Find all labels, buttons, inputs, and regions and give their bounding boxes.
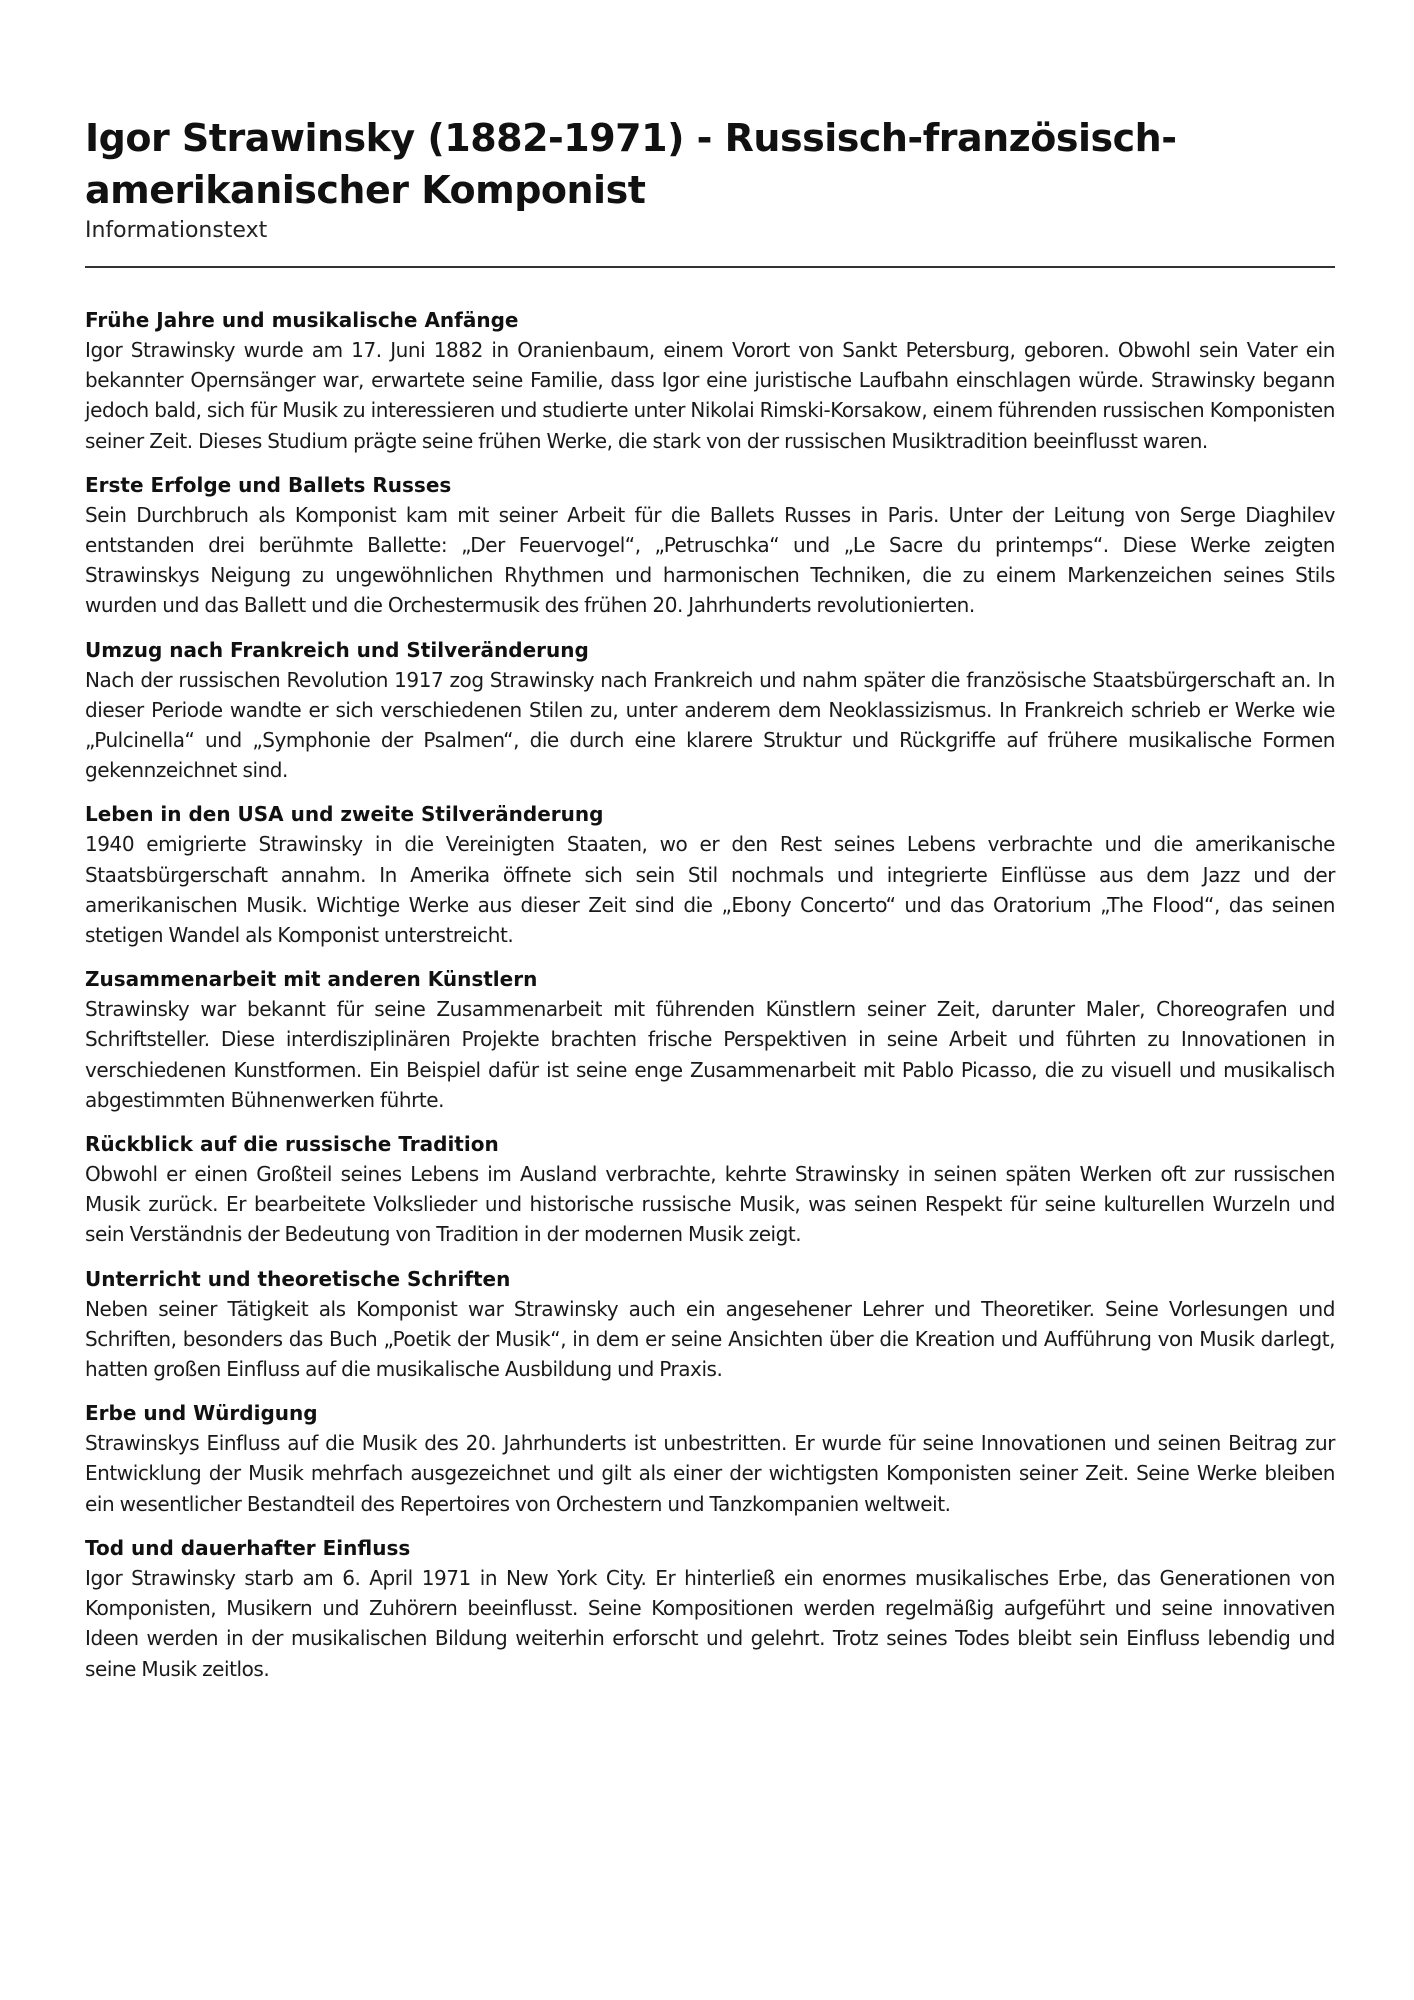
section-teaching-writings (85, 1265, 1335, 1385)
section-heading: Leben in den USA und zweite Stilveränderung (85, 802, 604, 827)
section-body: Igor Strawinsky starb am 6. April 1971 in New York City. Er hinterließ ein enormes musikalisches Erbe, das Generationen von Komponisten, Musikern und Zuhörern beeinflusst. Seine Kompositionen werden regelmäßig aufgeführt und seine innovativen Ideen werden in der musikalischen Bildung weiterhin erforscht und gelehrt. Trotz seines Todes bleibt sein Einfluss lebendig und seine Musik zeitlos. (85, 1565, 1335, 1681)
section-body: Strawinskys Einfluss auf die Musik des 20. Jahrhunderts ist unbestritten. Er wurde für seine Innovationen und seinen Beitrag zur Entwicklung der Musik mehrfach ausgezeichnet und gilt als einer der wichtigsten Komponisten seiner Zeit. Seine Werke bleiben ein wesentlicher Bestandteil des Repertoires von Orchestern und Tanzkompanien weltweit. (85, 1431, 1335, 1516)
section-heading: Umzug nach Frankreich und Stilveränderung (85, 637, 589, 662)
section-body: Nach der russischen Revolution 1917 zog Strawinsky nach Frankreich und nahm später die französische Staatsbürgerschaft an. In dieser Periode wandte er sich verschiedenen Stilen zu, unter anderem dem Neoklassizismus. In Frankreich schrieb er Werke wie „Pulcinella“ und „Symphonie der Psalmen“, die durch eine klarere Struktur und Rückgriffe auf frühere musikalische Formen gekennzeichnet sind. (85, 667, 1335, 783)
section-body: Neben seiner Tätigkeit als Komponist war Strawinsky auch ein angesehener Lehrer und Theoretiker. Seine Vorlesungen und Schriften, besonders das Buch „Poetik der Musik“, in dem er seine Ansichten über die Kreation und Aufführung von Musik darlegt, hatten großen Einfluss auf die musikalische Ausbildung und Praxis. (85, 1296, 1335, 1382)
section-early-years (85, 306, 1335, 456)
section-body: Strawinsky war bekannt für seine Zusammenarbeit mit führenden Künstlern seiner Zeit, darunter Maler, Choreografen und Schriftsteller. Diese interdisziplinären Projekte brachten frische Perspektiven in seine Arbeit und führten zu Innovationen in verschiedenen Kunstformen. Ein Beispiel dafür ist seine enge Zusammenarbeit mit Pablo Picasso, die zu visuell und musikalisch abgestimmten Bühnenwerken führte. (85, 997, 1335, 1112)
page-subtitle: Informationstext (85, 218, 268, 243)
section-heading: Frühe Jahre und musikalische Anfänge (85, 308, 519, 332)
section-heading: Tod und dauerhafter Einfluss (85, 1535, 411, 1560)
section-heading: Erste Erfolge und Ballets Russes (85, 472, 452, 497)
sections-container (85, 306, 1335, 1684)
section-body: Sein Durchbruch als Komponist kam mit seiner Arbeit für die Ballets Russes in Paris. Unter der Leitung von Serge Diaghilev entstanden drei berühmte Ballette: „Der Feuervogel“, „Petruschka“ und „Le Sacre du printemps“. Diese Werke zeigten Strawinskys Neigung zu ungewöhnlichen Rhythmen und harmonischen Techniken, die zu einem Markenzeichen seines Stils wurden und das Ballett und die Orchestermusik des frühen 20. Jahrhunderts revolutionierten. (85, 502, 1335, 618)
section-russian-tradition (85, 1130, 1335, 1250)
section-collaboration (85, 965, 1335, 1115)
section-life-in-usa (85, 800, 1335, 950)
section-legacy (85, 1399, 1335, 1519)
section-heading: Erbe und Würdigung (85, 1401, 318, 1426)
section-death-influence (85, 1534, 1335, 1684)
section-first-successes (85, 471, 1335, 621)
section-body: 1940 emigrierte Strawinsky in die Vereinigten Staaten, wo er den Rest seines Lebens verbrachte und die amerikanische Staatsbürgerschaft annahm. In Amerika öffnete sich sein Stil nochmals und integrierte Einflüsse aus dem Jazz und der amerikanischen Musik. Wichtige Werke aus dieser Zeit sind die „Ebony Concerto“ und das Oratorium „The Flood“, das seinen stetigen Wandel als Komponist unterstreicht. (85, 832, 1335, 948)
page-title: Igor Strawinsky (1882-1971) - Russisch-französisch-amerikanischer Komponist (85, 116, 1177, 212)
section-heading: Unterricht und theoretische Schriften (85, 1266, 511, 1291)
document-page (85, 112, 1335, 1699)
section-body: Obwohl er einen Großteil seines Lebens im Ausland verbrachte, kehrte Strawinsky in seinen späten Werken oft zur russischen Musik zurück. Er bearbeitete Volkslieder und historische russische Musik, was seinen Respekt für seine kulturellen Wurzeln und sein Verständnis der Bedeutung von Tradition in der modernen Musik zeigt. (85, 1162, 1335, 1247)
section-heading: Zusammenarbeit mit anderen Künstlern (85, 967, 538, 992)
section-heading: Rückblick auf die russische Tradition (85, 1132, 499, 1157)
title-divider (85, 266, 1335, 268)
section-body: Igor Strawinsky wurde am 17. Juni 1882 in Oranienbaum, einem Vorort von Sankt Petersburg, geboren. Obwohl sein Vater ein bekannter Opernsänger war, erwartete seine Familie, dass Igor eine juristische Laufbahn einschlagen würde. Strawinsky begann jedoch bald, sich für Musik zu interessieren und studierte unter Nikolai Rimski-Korsakow, einem führenden russischen Komponisten seiner Zeit. Dieses Studium prägte seine frühen Werke, die stark von der russischen Musiktradition beeinflusst waren. (85, 338, 1335, 453)
section-move-to-france (85, 636, 1335, 786)
